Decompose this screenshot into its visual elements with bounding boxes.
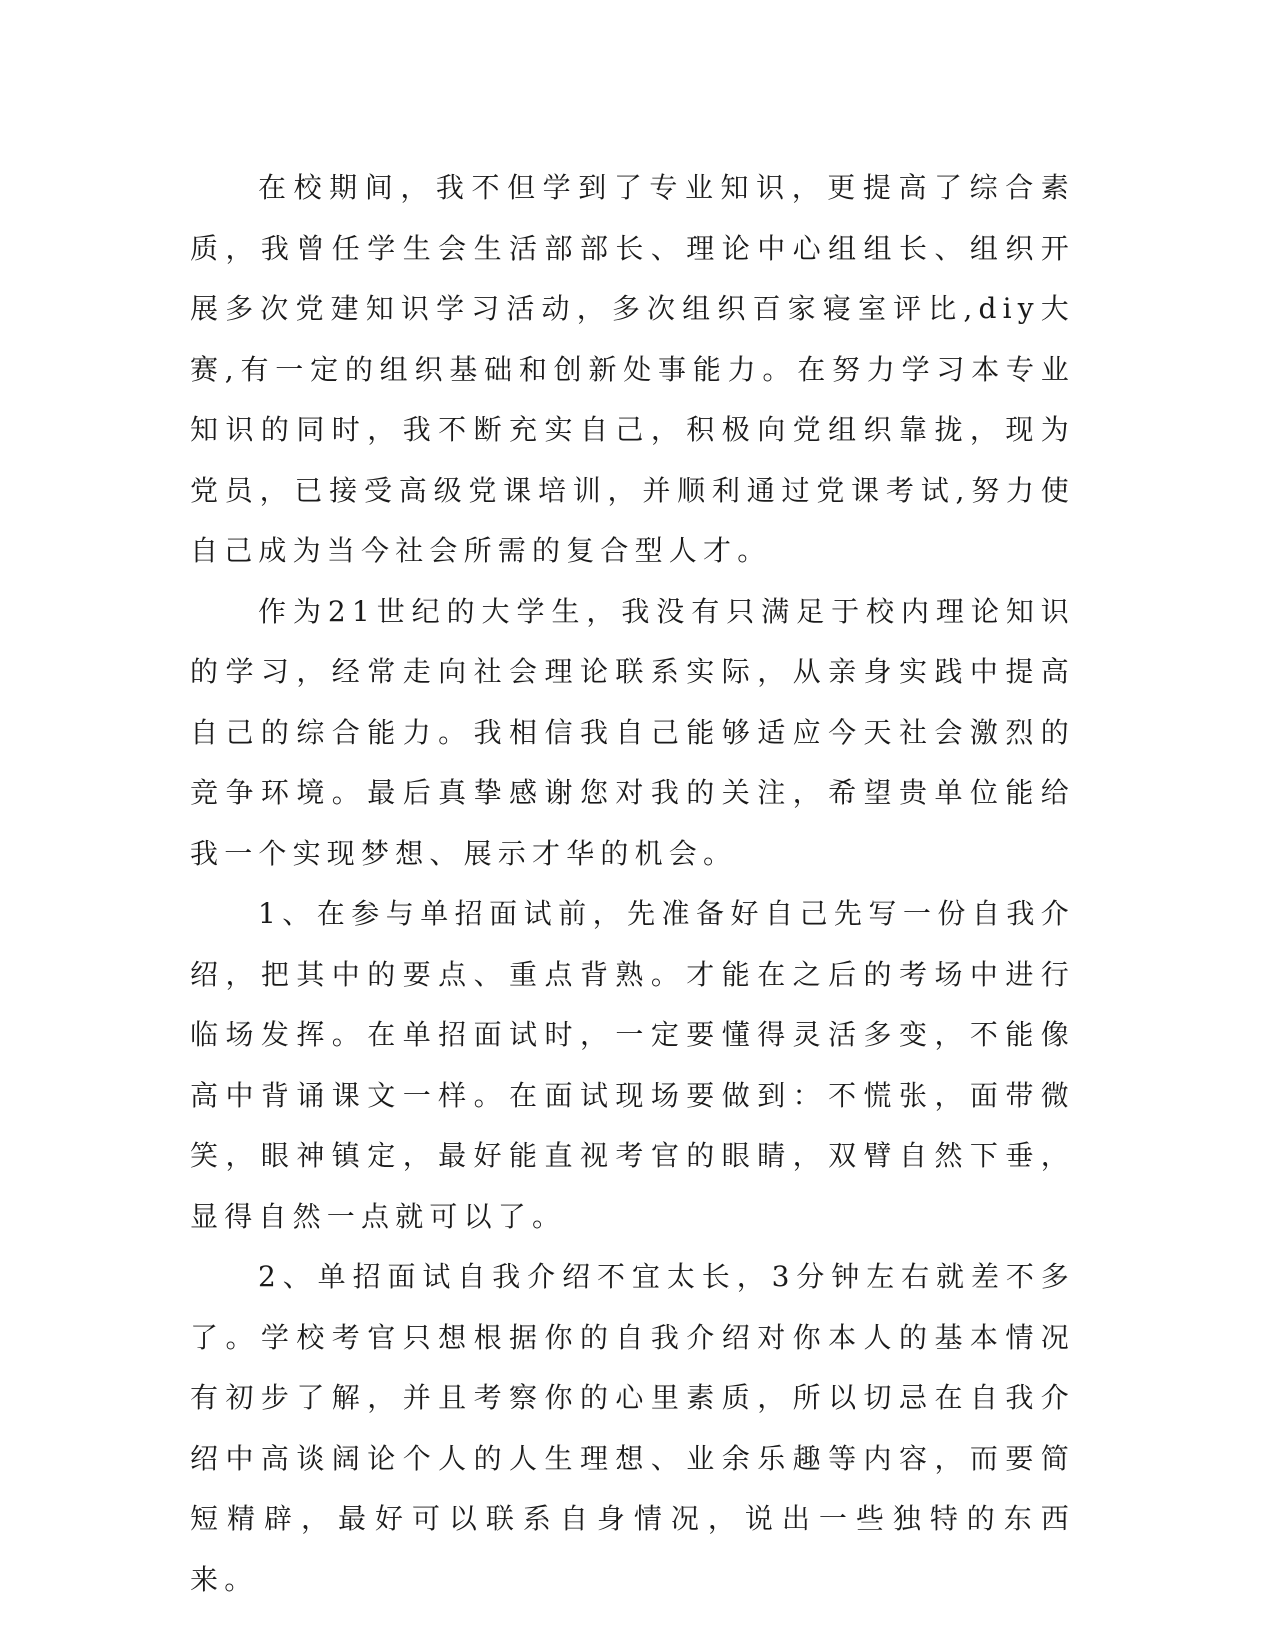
- paragraph-4: 2、单招面试自我介绍不宜太长，3分钟左右就差不多了。学校考官只想根据你的自我介绍对你本人的基本情况有初步了解，并且考察你的心里素质，所以切忌在自我介绍中高谈阔论个人的人生理想、业余乐趣等内容，而要简短精辟，最好可以联系自身情况，说出一些独特的东西来。: [190, 1260, 1075, 1596]
- paragraph-1: 在校期间，我不但学到了专业知识，更提高了综合素质，我曾任学生会生活部部长、理论中心组组长、组织开展多次党建知识学习活动，多次组织百家寝室评比,diy大赛,有一定的组织基础和创新处事能力。在努力学习本专业知识的同时，我不断充实自己，积极向党组织靠拢，现为党员，已接受高级党课培训，并顺利通过党课考试,努力使自己成为当今社会所需的复合型人才。: [190, 171, 1075, 567]
- paragraph-2: 作为21世纪的大学生，我没有只满足于校内理论知识的学习，经常走向社会理论联系实际，从亲身实践中提高自己的综合能力。我相信我自己能够适应今天社会激烈的竞争环境。最后真挚感谢您对我的关注，希望贵单位能给我一个实现梦想、展示才华的机会。: [190, 594, 1075, 870]
- paragraph-3: 1、在参与单招面试前，先准备好自己先写一份自我介绍，把其中的要点、重点背熟。才能在之后的考场中进行临场发挥。在单招面试时，一定要懂得灵活多变，不能像高中背诵课文一样。在面试现场要做到：不慌张，面带微笑，眼神镇定，最好能直视考官的眼睛，双臂自然下垂，显得自然一点就可以了。: [190, 897, 1075, 1233]
- document-body: [190, 158, 1075, 1610]
